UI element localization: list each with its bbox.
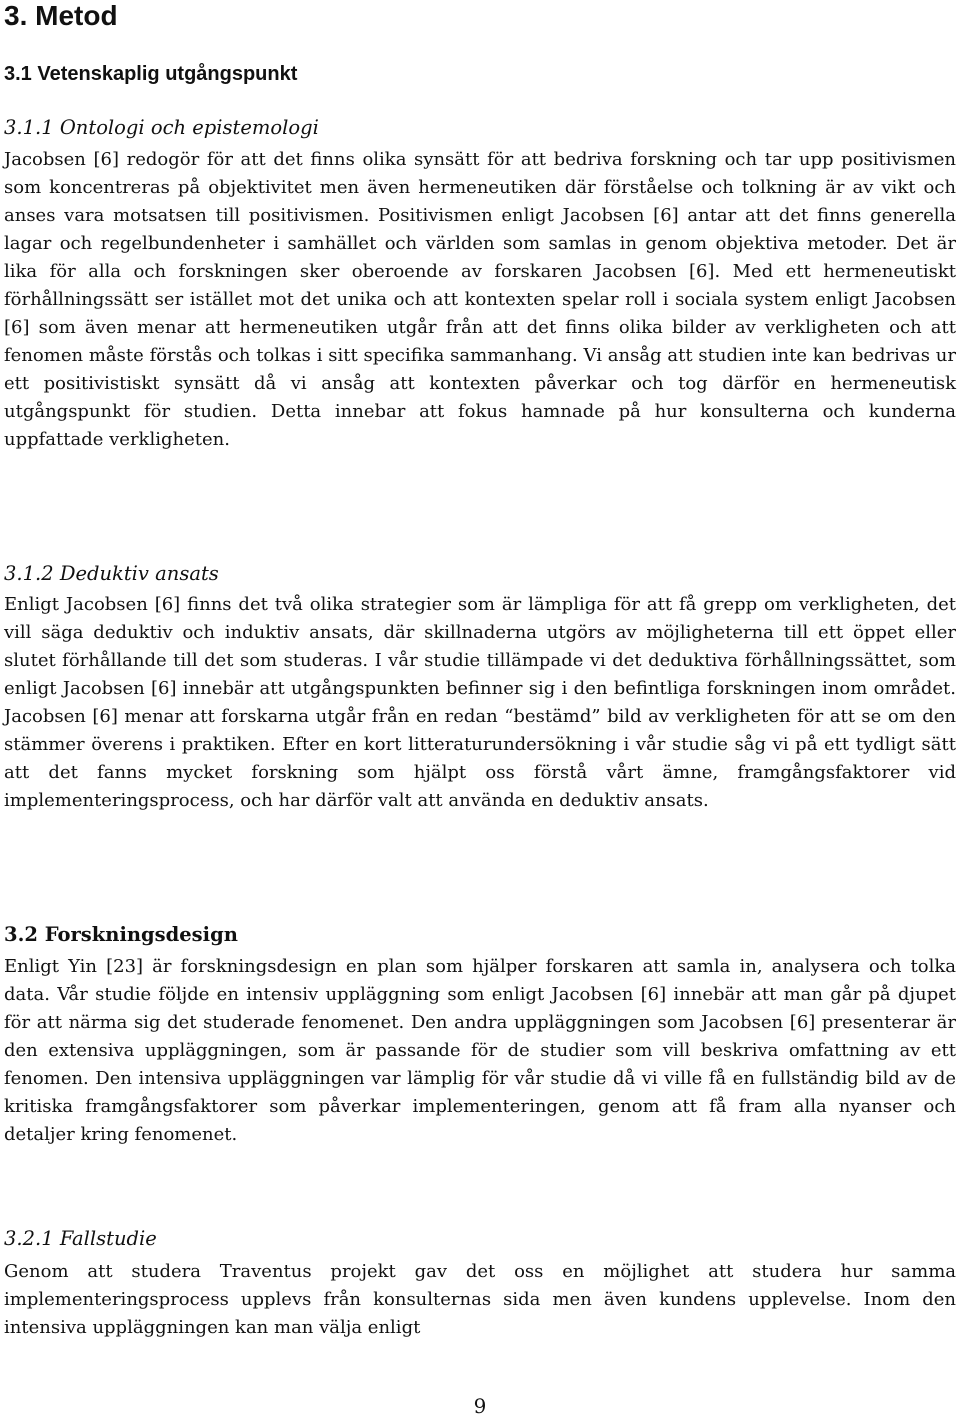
subsection-heading-3-1-2: 3.1.2 Deduktiv ansats (4, 562, 219, 585)
paragraph-fallstudie: Genom att studera Traventus projekt gav det oss en möjlighet att studera hur samma implementeringsprocess upplevs från konsulternas sida men även kundens upplevelse. Inom den intensiva uppläggningen kan man välja enligt (4, 1261, 956, 1338)
chapter-title: 3. Metod (4, 0, 118, 31)
paragraph-deduktiv: Enligt Jacobsen [6] finns det två olika strategier som är lämpliga för att få grepp om verkligheten, det vill säga deduktiv och induktiv ansats, där skillnaderna utgörs av möjligheterna till ett öppet eller slutet förhållande till det som studeras. I vår studie tillämpade vi det deduktiva förhållningssättet, som enligt Jacobsen [6] innebär att utgångspunkten befinner sig i den befintliga forskningen inom området. Jacobsen [6] menar att forskarna utgår från en redan “bestämd” bild av verkligheten för att se om den stämmer överens i praktiken. Efter en kort litteraturundersökning i vår studie såg vi på ett tydligt sätt att det fanns mycket forskning som hjälpt oss förstå vårt ämne, framgångsfaktorer vid implementeringsprocess, och har därför valt att använda en deduktiv ansats. (4, 594, 956, 811)
paragraph-ontologi: Jacobsen [6] redogör för att det finns olika synsätt för att bedriva forskning och tar upp positivismen som koncentreras på objektivitet men även hermeneutiken där förståelse och tolkning är av vikt och anses vara motsatsen till positivismen. Positivismen enligt Jacobsen [6] antar att det finns generella lagar och regelbundenheter i samhället och världen som samlas in genom objektiva metoder. Det är lika för alla och forskningen sker oberoende av forskaren Jacobsen [6]. Med ett hermeneutiskt förhållningssätt ser istället mot det unika och att kontexten spelar roll i sociala system enligt Jacobsen [6] som även menar att hermeneutiken utgår från att det finns olika bilder av verkligheten och att fenomen måste förstås och tolkas i sitt specifika sammanhang. Vi ansåg att studien inte kan bedrivas ur ett positivistiskt synsätt då vi ansåg att kontexten påverkar och tog därför en hermeneutisk utgångspunkt för studien. Detta innebar att fokus hamnade på hur konsulterna och kunderna uppfattade verkligheten. (4, 149, 956, 450)
section-heading-3-2: 3.2 Forskningsdesign (4, 923, 238, 946)
document-page (2, 0, 958, 1421)
page-number: 9 (473, 1394, 487, 1418)
subsection-heading-3-2-1: 3.2.1 Fallstudie (4, 1227, 157, 1250)
subsection-heading-3-1-1: 3.1.1 Ontologi och epistemologi (4, 116, 319, 139)
section-heading-3-1: 3.1 Vetenskaplig utgångspunkt (4, 63, 298, 85)
paragraph-forskningsdesign: Enligt Yin [23] är forskningsdesign en plan som hjälper forskaren att samla in, analysera och tolka data. Vår studie följde en intensiv uppläggning som enligt Jacobsen [6] innebär att man går på djupet för att närma sig det studerade fenomenet. Den andra uppläggningen som Jacobsen [6] presenterar är den extensiva uppläggningen, som är passande för de studier som vill beskriva omfattning av ett fenomen. Den intensiva uppläggningen var lämplig för vår studie då vi ville få en fullständig bild av de kritiska framgångsfaktorer som påverkar implementeringen, genom att få fram alla nyanser och detaljer kring fenomenet. (4, 956, 956, 1145)
